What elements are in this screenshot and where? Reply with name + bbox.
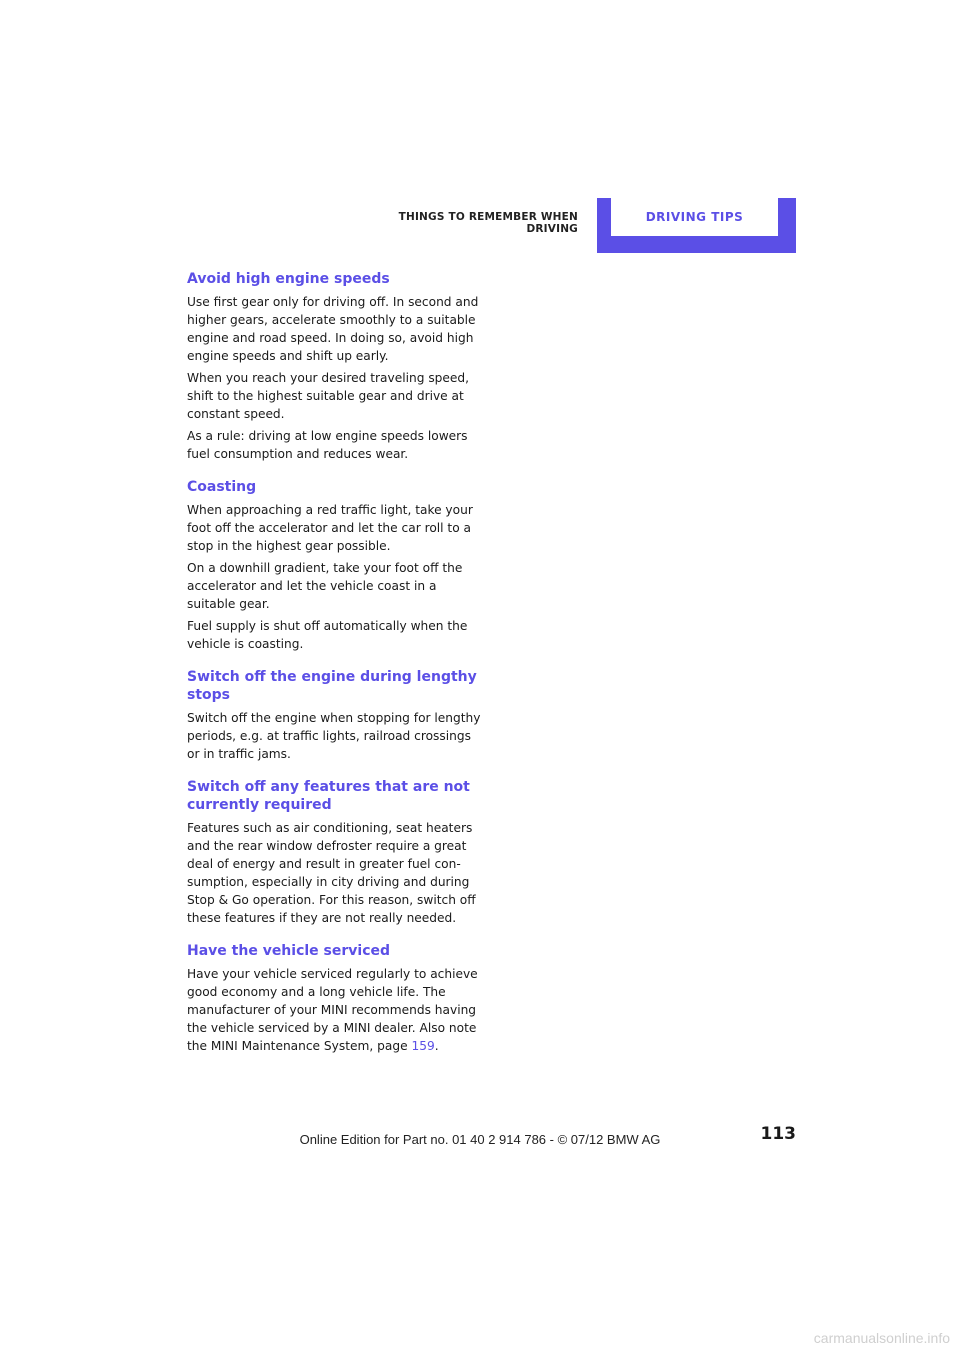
section-switch-off-features bbox=[187, 778, 483, 927]
paragraph: Use first gear only for driving off. In second and higher gears, accelerate smoothly to a suitable engine and road speed. In doing so, avoid high engine speeds and shift up early. bbox=[187, 295, 479, 363]
paragraph-text: Have your vehicle serviced regularly to achieve good economy and a long vehicle life. The manufacturer of your MINI recommends having the vehicle serviced by a MINI dealer. Also note the MINI Maintenance System, page bbox=[187, 967, 478, 1053]
paragraph: On a downhill gradient, take your foot off the accelerator and let the vehicle coast in a suitable gear. bbox=[187, 561, 463, 611]
paragraph: As a rule: driving at low engine speeds lowers fuel consumption and reduces wear. bbox=[187, 429, 468, 461]
section-heading: Avoid high engine speeds bbox=[187, 271, 390, 287]
section-tab-inner bbox=[611, 198, 778, 236]
section-tab-label: DRIVING TIPS bbox=[645, 210, 744, 224]
section-switch-off-engine bbox=[187, 668, 483, 763]
section-heading: Coasting bbox=[187, 479, 257, 495]
footer-edition: Online Edition for Part no. 01 40 2 914 786 - © 07/12 BMW AG bbox=[299, 1132, 661, 1147]
section-vehicle-serviced bbox=[187, 942, 483, 1055]
paragraph: Features such as air conditioning, seat heaters and the rear window defroster require a great deal of energy and result in greater fuel con-sumption, especially in city driving and during Stop & Go operation. For this reason, switch off these features if they are not really needed. bbox=[187, 821, 476, 925]
paragraph-end: . bbox=[434, 1039, 439, 1053]
section-coasting bbox=[187, 478, 483, 653]
section-heading: Switch off the engine during lengthy stops bbox=[187, 669, 477, 703]
paragraph: Fuel supply is shut off automatically when the vehicle is coasting. bbox=[187, 619, 468, 651]
paragraph: When approaching a red traffic light, take your foot off the accelerator and let the car roll to a stop in the highest gear possible. bbox=[187, 503, 473, 553]
page-number: 113 bbox=[760, 1124, 796, 1144]
chapter-title: THINGS TO REMEMBER WHEN DRIVING bbox=[398, 211, 578, 235]
paragraph: Switch off the engine when stopping for lengthy periods, e.g. at traffic lights, railroad crossings or in traffic jams. bbox=[187, 711, 481, 761]
main-content bbox=[187, 270, 483, 1070]
page-reference-link[interactable]: 159 bbox=[411, 1039, 435, 1053]
section-tab bbox=[597, 198, 796, 253]
paragraph: When you reach your desired traveling speed, shift to the highest suitable gear and drive at constant speed. bbox=[187, 371, 470, 421]
paragraph bbox=[187, 965, 483, 1055]
watermark: carmanualsonline.info bbox=[813, 1330, 950, 1346]
section-heading: Have the vehicle serviced bbox=[187, 943, 391, 959]
section-avoid-high-engine-speeds bbox=[187, 270, 483, 463]
section-heading: Switch off any features that are not currently required bbox=[187, 779, 470, 813]
